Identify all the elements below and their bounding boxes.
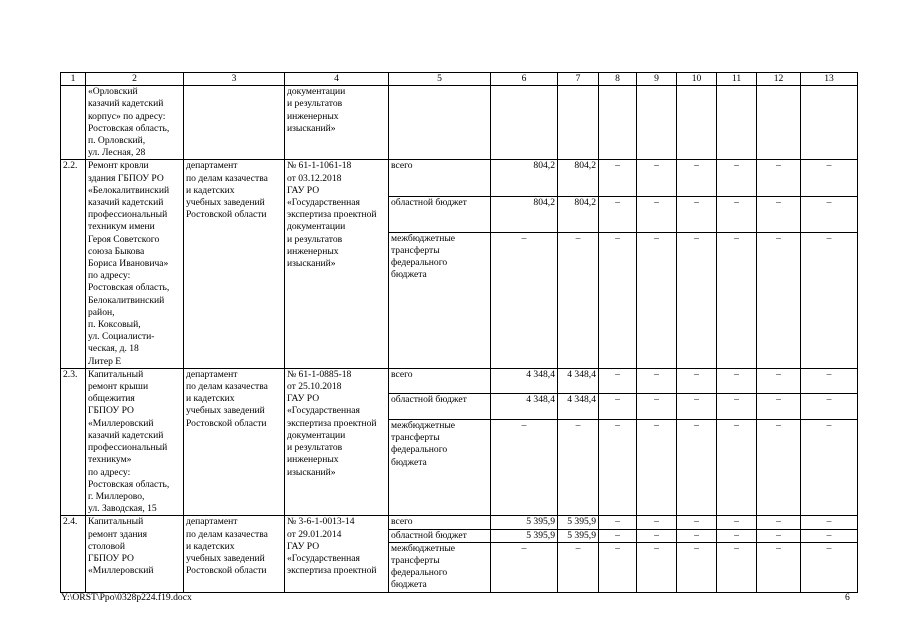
year-value-cell: – [637, 419, 677, 515]
year-value-cell: – [801, 516, 858, 529]
col-num-cell: 11 [717, 73, 757, 86]
year-value-cell: 5 395,9 [558, 529, 599, 542]
year-value-cell: – [599, 529, 637, 542]
year-value-cell: – [599, 196, 637, 232]
year-value-cell: – [599, 394, 637, 420]
year-value-cell: – [599, 368, 637, 394]
funding-source-cell: межбюджетные трансферты федерального бюджета [389, 419, 491, 515]
column-number-row [61, 73, 858, 86]
year-value-cell: – [677, 196, 717, 232]
year-value-cell: – [717, 516, 757, 529]
year-value-cell: – [637, 368, 677, 394]
year-value-cell: – [757, 368, 801, 394]
year-value-cell: – [757, 542, 801, 592]
year-value-cell: 804,2 [558, 160, 599, 196]
year-value-cell: – [801, 160, 858, 196]
year-value-cell: – [801, 196, 858, 232]
year-value-cell: – [717, 529, 757, 542]
col-num-cell: 3 [184, 73, 285, 86]
funding-source-cell: всего [389, 516, 491, 529]
col-num-cell: 9 [637, 73, 677, 86]
table-row [61, 160, 858, 196]
num-cell: 2.3. [61, 368, 86, 515]
year-value-cell: – [677, 542, 717, 592]
source-cell [389, 86, 491, 160]
object-cell: Капитальный ремонт крыши общежития ГБПОУ РО «Миллеровский казачий кадетский профессиональный техникум» по адресу: Ростовская область, г. Миллерово, ул. Заводская, 15 [86, 368, 184, 515]
year-value-cell: – [599, 516, 637, 529]
year-value-cell: – [717, 419, 757, 515]
funding-source-cell: областной бюджет [389, 196, 491, 232]
year-value-cell: – [677, 368, 717, 394]
table-row [61, 368, 858, 394]
year-value-cell: – [717, 160, 757, 196]
value-cell [757, 86, 801, 160]
year-value-cell: – [717, 196, 757, 232]
year-value-cell: – [677, 232, 717, 368]
year-value-cell: – [637, 232, 677, 368]
year-value-cell: – [599, 160, 637, 196]
year-value-cell: – [757, 394, 801, 420]
value-cell [801, 86, 858, 160]
total-value-cell: – [491, 419, 558, 515]
year-value-cell: 5 395,9 [558, 516, 599, 529]
col-num-cell: 5 [389, 73, 491, 86]
department-cell: департамент по делам казачества и кадетских учебных заведений Ростовской области [184, 160, 285, 368]
year-value-cell: – [717, 232, 757, 368]
value-cell [558, 86, 599, 160]
year-value-cell: – [558, 542, 599, 592]
year-value-cell: – [717, 542, 757, 592]
funding-source-cell: областной бюджет [389, 529, 491, 542]
year-value-cell: 4 348,4 [558, 368, 599, 394]
col-num-cell: 8 [599, 73, 637, 86]
col-num-cell: 2 [86, 73, 184, 86]
total-value-cell: 5 395,9 [491, 516, 558, 529]
year-value-cell: – [717, 394, 757, 420]
value-cell [599, 86, 637, 160]
total-value-cell: 4 348,4 [491, 368, 558, 394]
department-cell: департамент по делам казачества и кадетских учебных заведений Ростовской области [184, 368, 285, 515]
year-value-cell: – [637, 516, 677, 529]
funding-source-cell: всего [389, 160, 491, 196]
total-value-cell: 5 395,9 [491, 529, 558, 542]
year-value-cell: – [637, 542, 677, 592]
year-value-cell: – [599, 232, 637, 368]
year-value-cell: – [637, 160, 677, 196]
budget-table [60, 72, 858, 593]
funding-source-cell: межбюджетные трансферты федерального бюджета [389, 542, 491, 592]
year-value-cell: – [677, 160, 717, 196]
year-value-cell: – [558, 232, 599, 368]
col-num-cell: 10 [677, 73, 717, 86]
object-cell: «Орловский казачий кадетский корпус» по адресу: Ростовская область, п. Орловский, ул. Лесная, 28 [86, 86, 184, 160]
col-num-cell: 13 [801, 73, 858, 86]
year-value-cell: – [757, 419, 801, 515]
object-cell: Ремонт кровли здания ГБПОУ РО «Белокалитвинский казачий кадетский профессиональный техникум имени Героя Советского союза Быкова Бориса Ивановича» по адресу: Ростовская область, Белокалитвинский район, п. Коксовый, ул. Социалисти- ческая, д. 18 Литер Е [86, 160, 184, 368]
value-cell [491, 86, 558, 160]
num-cell: 2.2. [61, 160, 86, 368]
year-value-cell: – [801, 394, 858, 420]
year-value-cell: – [677, 529, 717, 542]
funding-source-cell: областной бюджет [389, 394, 491, 420]
year-value-cell: – [599, 542, 637, 592]
year-value-cell: – [801, 232, 858, 368]
year-value-cell: 804,2 [558, 196, 599, 232]
year-value-cell: – [677, 394, 717, 420]
year-value-cell: – [637, 394, 677, 420]
year-value-cell: – [757, 516, 801, 529]
department-cell: департамент по делам казачества и кадетских учебных заведений Ростовской области [184, 516, 285, 592]
department-cell [184, 86, 285, 160]
value-cell [677, 86, 717, 160]
total-value-cell: – [491, 232, 558, 368]
year-value-cell: – [757, 232, 801, 368]
document-cell: документации и результатов инженерных изысканий» [285, 86, 389, 160]
year-value-cell: – [599, 419, 637, 515]
year-value-cell: – [677, 516, 717, 529]
year-value-cell: – [637, 529, 677, 542]
footer-file-path: Y:\ORST\Ppo\0328p224.f19.docx [61, 592, 192, 603]
year-value-cell: – [637, 196, 677, 232]
year-value-cell: 4 348,4 [558, 394, 599, 420]
document-cell: № 61-1-0885-18 от 25.10.2018 ГАУ РО «Государственная экспертиза проектной документации и результатов инженерных изысканий» [285, 368, 389, 515]
value-cell [637, 86, 677, 160]
funding-source-cell: межбюджетные трансферты федерального бюджета [389, 232, 491, 368]
table-row [61, 516, 858, 529]
num-cell: 2.4. [61, 516, 86, 592]
col-num-cell: 1 [61, 73, 86, 86]
year-value-cell: – [801, 419, 858, 515]
year-value-cell: – [558, 419, 599, 515]
num-cell [61, 86, 86, 160]
year-value-cell: – [801, 542, 858, 592]
year-value-cell: – [757, 160, 801, 196]
funding-source-cell: всего [389, 368, 491, 394]
col-num-cell: 6 [491, 73, 558, 86]
year-value-cell: – [677, 419, 717, 515]
continuation-row [61, 86, 858, 160]
total-value-cell: 804,2 [491, 160, 558, 196]
col-num-cell: 4 [285, 73, 389, 86]
total-value-cell: – [491, 542, 558, 592]
col-num-cell: 12 [757, 73, 801, 86]
year-value-cell: – [757, 529, 801, 542]
year-value-cell: – [801, 529, 858, 542]
col-num-cell: 7 [558, 73, 599, 86]
document-cell: № 61-1-1061-18 от 03.12.2018 ГАУ РО «Государственная экспертиза проектной документации и результатов инженерных изысканий» [285, 160, 389, 368]
value-cell [717, 86, 757, 160]
year-value-cell: – [757, 196, 801, 232]
footer-page-number: 6 [845, 592, 850, 603]
year-value-cell: – [801, 368, 858, 394]
document-cell: № 3-6-1-0013-14 от 29.01.2014 ГАУ РО «Государственная экспертиза проектной [285, 516, 389, 592]
year-value-cell: – [717, 368, 757, 394]
object-cell: Капитальный ремонт здания столовой ГБПОУ РО «Миллеровский [86, 516, 184, 592]
total-value-cell: 804,2 [491, 196, 558, 232]
total-value-cell: 4 348,4 [491, 394, 558, 420]
